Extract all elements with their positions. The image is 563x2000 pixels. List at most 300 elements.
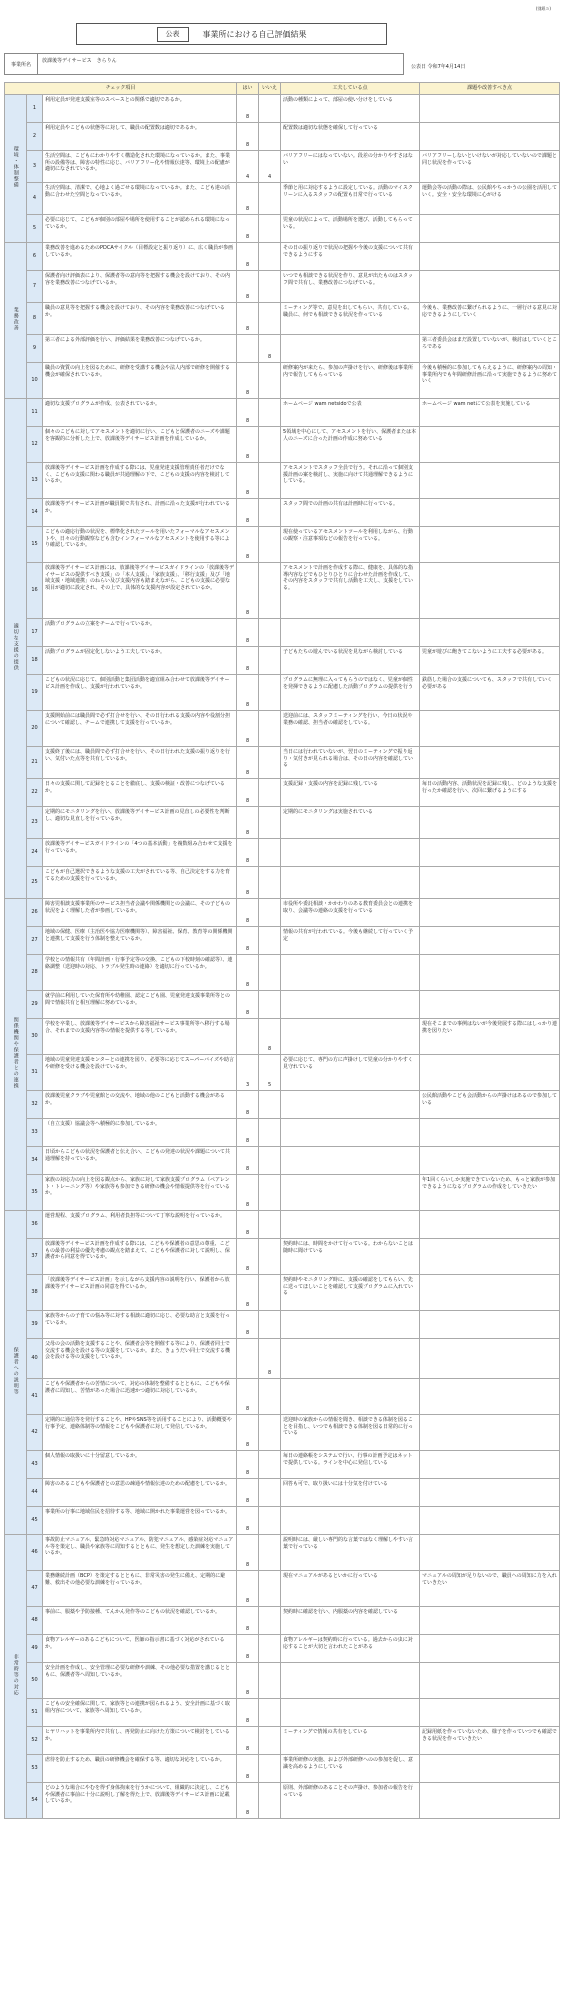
check-item: 適切な支援プログラムが作成、公表されているか。 [43,399,237,427]
effort-note: 毎日の連絡帳をシステムで行い、行事の計画予定はネットで提供している。ラインを中心に発信している [281,1451,420,1479]
issue-note [420,867,560,899]
no-count [259,647,281,675]
facility-label: 事業所名 [4,53,38,75]
check-item: 就学前に利用していた保育所や幼稚園、認定こども園、児童発達支援事業所等との間で情報共有と相互理解に努めているか。 [43,991,237,1019]
yes-count: 8 [237,1783,259,1819]
check-item: 放課後等デイサービス計画には、放課後等デイサービスガイドラインの「放課後等デイサービスの提供すべき支援」の「本人支援」、「家族支援」、「移行支援」及び「地域支援・地域連携」のねらい及び支援内容も踏まえながら、こどもの支援に必要な項目が適切に設定され、その上で、具体的な支援内容が設定されているか。 [43,563,237,619]
no-count [259,899,281,927]
issue-note [420,1119,560,1147]
effort-note [281,1175,420,1211]
facility-row [4,53,559,75]
table-row [5,1607,560,1635]
table-row [5,1755,560,1783]
yes-count: 8 [237,1175,259,1211]
publish-badge: 公表 [157,27,189,42]
table-row [5,463,560,499]
table-row [5,1311,560,1339]
no-count [259,1379,281,1415]
row-number: 18 [27,647,43,675]
yes-count: 8 [237,399,259,427]
row-number: 8 [27,303,43,335]
table-row [5,899,560,927]
table-row [5,747,560,779]
no-count [259,955,281,991]
no-count [259,399,281,427]
effort-note: ミーティングで情報の共有をしている [281,1727,420,1755]
table-row [5,1571,560,1607]
yes-count: 8 [237,1415,259,1451]
check-item: 利用定員やこどもの状態等に対して、職員の配置数は適切であるか。 [43,123,237,151]
row-number: 32 [27,1091,43,1119]
effort-note: 回答も可で、取り扱いには十分気を付けている [281,1479,420,1507]
effort-note [281,1119,420,1147]
category-label: 業務改善 [12,307,19,332]
check-item: 職員の資質の向上を図るために、研修を受講する機会や法人内部で研修を開催する機会が確保されているか。 [43,363,237,399]
row-number: 36 [27,1211,43,1239]
table-row [5,499,560,527]
yes-count: 8 [237,563,259,619]
yes-count: 3 [237,1055,259,1091]
issue-note [420,955,560,991]
check-item: こどもや保護者からの苦情について、対応の体制を整備するとともに、こどもや保護者に周知し、苦情があった場合に迅速かつ適切に対応しているか。 [43,1379,237,1415]
effort-note: 契約時やモニタリング時に、支援の確認をしてもらい、先に送ってほしいことを確認して支援プログラムに入れている [281,1275,420,1311]
effort-note [281,1379,420,1415]
row-number: 9 [27,335,43,363]
check-item: ヒヤリハットを事業所内で共有し、再発防止に向けた方策について検討をしているか。 [43,1727,237,1755]
no-count [259,1211,281,1239]
table-row [5,1663,560,1699]
effort-note: 契約時には、時間をかけて行っている。わからないことは随時に聞けている [281,1239,420,1275]
category-cell [5,399,27,899]
check-item: こどもの安全確保に関して、家族等との連携が図られるよう、安全計画に基づく取組内容について、家族等へ周知しているか。 [43,1699,237,1727]
issue-note [420,271,560,303]
effort-note [281,1339,420,1379]
row-number: 27 [27,927,43,955]
check-item: （自立支援）協議会等へ積極的に参加しているか。 [43,1119,237,1147]
no-count [259,1727,281,1755]
yes-count: 8 [237,1275,259,1311]
category-cell [5,1535,27,1819]
yes-count: 8 [237,1535,259,1571]
issue-note [420,499,560,527]
yes-count: 8 [237,363,259,399]
effort-note: 必要に応じて、専門の方に声掛けして児童の分かりやすく見守れている [281,1055,420,1091]
yes-count: 8 [237,427,259,463]
row-number: 1 [27,95,43,123]
effort-note: 子どもたちの遊んでいる状況を見ながら検討している [281,647,420,675]
yes-count: 8 [237,839,259,867]
table-row [5,1055,560,1091]
no-count [259,1635,281,1663]
no-count: 5 [259,1055,281,1091]
row-number: 39 [27,1311,43,1339]
check-item: 学校を卒業し、放課後等デイサービスから障害福祉サービス事業所等へ移行する場合、それまでの支援内容等の情報を提供する等しているか。 [43,1019,237,1055]
yes-count: 8 [237,1239,259,1275]
check-item: 定期的に通信等を発行することや、HPやSNS等を活用することにより、活動概要や行事予定、連絡体制等の情報をこどもや保護者に対して発信しているか。 [43,1415,237,1451]
row-number: 28 [27,955,43,991]
effort-note: バリアフリーにはなっていない。段差の分かりやすさはない [281,151,420,183]
row-number: 24 [27,839,43,867]
effort-note: スタッフ間での計画の共有は計画時に行っている。 [281,499,420,527]
table-row [5,675,560,711]
issue-note [420,1275,560,1311]
issue-note [420,1451,560,1479]
check-item: 生活空間は、こどもにわかりやすく構造化された環境になっているか。また、事業所の設備等は、障害の特性に応じ、バリアフリー化や情報伝達等、環境上の配慮が適切になされているか。 [43,151,237,183]
issue-note [420,1535,560,1571]
check-item: 活動プログラムが固定化しないよう工夫しているか。 [43,647,237,675]
issue-note [420,95,560,123]
issue-note [420,1607,560,1635]
issue-note [420,1239,560,1275]
yes-count: 8 [237,779,259,807]
yes-count: 8 [237,711,259,747]
no-count [259,183,281,215]
no-count [259,711,281,747]
check-item: 日々の支援に関して記録をとることを徹底し、支援の検証・改善につなげているか。 [43,779,237,807]
no-count [259,1535,281,1571]
check-item: 事前に、服薬や予防接種、てんかん発作等のこどもの状況を確認しているか。 [43,1607,237,1635]
effort-note: 説明時には、厳しい専門的な言葉ではなく理解しやすい言葉で行っている [281,1535,420,1571]
table-row [5,399,560,427]
issue-note [420,563,560,619]
no-count [259,1311,281,1339]
no-count [259,123,281,151]
row-number: 26 [27,899,43,927]
effort-note [281,1091,420,1119]
no-count: 8 [259,1019,281,1055]
check-item: 障害のあるこどもや保護者との意思の疎通や情報伝達のための配慮をしているか。 [43,1479,237,1507]
check-item: 食物アレルギーのあるこどもについて、医師の指示書に基づく対応がされているか。 [43,1635,237,1663]
no-count [259,1239,281,1275]
row-number: 33 [27,1119,43,1147]
effort-note: ミーティング等で、意見を出してもらい、共有している。職員に、何でも相談できる状況を作っている [281,303,420,335]
table-row [5,779,560,807]
effort-note: その日の振り返りで状況の把握や今後の支援について共有できるようにする [281,243,420,271]
row-number: 42 [27,1415,43,1451]
table-row [5,1535,560,1571]
table-row [5,955,560,991]
check-item: 事故防止マニュアル、緊急時対応マニュアル、防犯マニュアル、感染症対応マニュアル等を策定し、職員や家族等に周知するとともに、発生を想定した訓練を実施しているか。 [43,1535,237,1571]
row-number: 14 [27,499,43,527]
no-count [259,271,281,303]
table-row [5,1147,560,1175]
table-row [5,1239,560,1275]
table-row [5,1415,560,1451]
yes-count: 8 [237,899,259,927]
row-number: 3 [27,151,43,183]
effort-note: 配置数は適切な状態を確保して行っている [281,123,420,151]
yes-count: 8 [237,1119,259,1147]
issue-note [420,991,560,1019]
table-row [5,1211,560,1239]
no-count [259,1663,281,1699]
table-row [5,1119,560,1147]
check-item: 支援終了後には、職員間で必ず打合せを行い、その日行われた支援の振り返りを行い、気付いた点等を共有しているか。 [43,747,237,779]
issue-note: マニュアルの周知が足りないので、職員への周知に力を入れていきたい [420,1571,560,1607]
issue-note: 公民館活動やこども会活動からの声掛けはあるので参加している [420,1091,560,1119]
check-item: 支援開始前には職員間で必ず打合せを行い、その日行われる支援の内容や役割分担について確認し、チームで連携して支援を行っているか。 [43,711,237,747]
issue-note: 運動会等の活動の際は、公民館やちっかうの公園を活用していく。安全・安全な環境に心がける [420,183,560,215]
issue-note [420,1663,560,1699]
table-row [5,527,560,563]
row-number: 13 [27,463,43,499]
row-number: 5 [27,215,43,243]
row-number: 25 [27,867,43,899]
no-count [259,675,281,711]
row-number: 21 [27,747,43,779]
issue-note [420,1211,560,1239]
effort-note [281,619,420,647]
issue-note [420,1311,560,1339]
yes-count: 8 [237,747,259,779]
category-label: 関係機関や保護者との連携 [12,1017,19,1090]
effort-note: 定期的にモニタリングは実施されている [281,807,420,839]
yes-count: 8 [237,1147,259,1175]
table-row [5,711,560,747]
issue-note [420,1479,560,1507]
issue-note [420,927,560,955]
issue-note [420,1699,560,1727]
table-row [5,123,560,151]
no-count [259,563,281,619]
row-number: 12 [27,427,43,463]
table-row [5,215,560,243]
no-count [259,1607,281,1635]
issue-note [420,1755,560,1783]
table-row [5,183,560,215]
check-item: 必要に応じて、こどもが個別の部屋や場所を使用することが認められる環境になっているか。 [43,215,237,243]
row-number: 19 [27,675,43,711]
table-row [5,991,560,1019]
yes-count: 8 [237,183,259,215]
category-cell [5,899,27,1211]
table-row [5,271,560,303]
row-number: 50 [27,1663,43,1699]
effort-note [281,991,420,1019]
yes-count: 8 [237,1311,259,1339]
table-row [5,1379,560,1415]
no-count [259,1507,281,1535]
issue-note: 鉄筋した場合の支援についても、スタッフで共有していく必要がある [420,675,560,711]
check-item: 地域の保健、医療（主治医や協力医療機関等）、障害福祉、保育、教育等の関係機関と連携して支援を行う体制を整えているか。 [43,927,237,955]
row-number: 4 [27,183,43,215]
check-item: 地域の児童発達支援センターとの連携を図り、必要等に応じてスーパーバイズや助言や研修を受ける機会を設けているか。 [43,1055,237,1091]
table-row [5,1175,560,1211]
effort-note: 季節と用に対応するように設定している。活動のマイスクリーンに入るスタッフの配置も日常で行っている [281,183,420,215]
yes-count: 8 [237,955,259,991]
effort-note: アセスメントでスタッフ全員で行う。それに沿って個別支援計画の案を検討し、実施に向けて共通理解できるようにしている。 [281,463,420,499]
issue-note: バリアフリーしないといけないが対応していないので課題と同じ状況を作っている [420,151,560,183]
table-row [5,927,560,955]
no-count [259,619,281,647]
check-item: 個人情報の取扱いに十分留意しているか。 [43,1451,237,1479]
issue-note: 今後も積極的に参加してもらえるように、研修案内の周知・事業所内でも年間研修計画に沿って実施できるように努めていく [420,363,560,399]
check-item: 保護者向け評価表により、保護者等の意向等を把握する機会を設けており、その内容を業務改善につなげているか。 [43,271,237,303]
row-number: 41 [27,1379,43,1415]
effort-note [281,335,420,363]
no-count [259,95,281,123]
yes-count: 8 [237,1091,259,1119]
check-item: こどもの状況に応じて、個別活動と集団活動を適宜組み合わせて放課後等デイサービス計画を作成し、支援が行われているか。 [43,675,237,711]
table-header [5,83,560,95]
no-count [259,527,281,563]
table-row [5,1507,560,1535]
yes-count: 8 [237,1699,259,1727]
header-issue: 課題や改善すべき点 [420,83,560,95]
table-row [5,619,560,647]
issue-note [420,1635,560,1663]
table-row [5,867,560,899]
row-number: 17 [27,619,43,647]
check-item: 個々のこどもに対してアセスメントを適切に行い、こどもと保護者のニーズや課題を客観的に分析した上で、放課後等デイサービス計画を作成しているか。 [43,427,237,463]
yes-count: 8 [237,927,259,955]
table-row [5,1091,560,1119]
yes-count [237,335,259,363]
row-number: 43 [27,1451,43,1479]
row-number: 51 [27,1699,43,1727]
effort-note [281,1211,420,1239]
issue-note [420,619,560,647]
issue-note: 毎日の活動内容、活動状況を記録に残し、どのような支援を行ったか確認を行い、次回に繋げるようにする [420,779,560,807]
no-count: 8 [259,1339,281,1379]
issue-note [420,1339,560,1379]
row-number: 45 [27,1507,43,1535]
issue-note [420,1415,560,1451]
check-item: 「放課後等デイサービス計画」を示しながら支援内容の説明を行い、保護者から放課後等デイサービス計画の同意を得ているか。 [43,1275,237,1311]
table-row [5,1727,560,1755]
no-count [259,427,281,463]
effort-note: 食物アレルギーは契約時に行っている。過去からの虫に対応することが大切と言われたことがある [281,1635,420,1663]
yes-count: 8 [237,1479,259,1507]
table-row [5,1479,560,1507]
effort-note [281,1699,420,1727]
effort-note: ホームページ wam netsidoで公表 [281,399,420,427]
effort-note: 活動の種類によって、部屋の使い分けをしている [281,95,420,123]
yes-count: 8 [237,463,259,499]
row-number: 48 [27,1607,43,1635]
effort-note [281,955,420,991]
issue-note [420,427,560,463]
no-count [259,991,281,1019]
table-row [5,1451,560,1479]
row-number: 54 [27,1783,43,1819]
no-count [259,867,281,899]
table-row [5,427,560,463]
effort-note [281,1663,420,1699]
effort-note: 当日には行われていないが、翌日のミーティングで振り返り・気付きが見られる場合は、その日の内容を確認している [281,747,420,779]
check-item: 活動プログラムの立案をチームで行っているか。 [43,619,237,647]
row-number: 44 [27,1479,43,1507]
issue-note [420,123,560,151]
check-item: 放課後等デイサービス計画を作成する際には、児童発達支援管理責任者だけでなく、こどもの支援に関わる職員が共通理解の下で、こどもの支援の内容を検討しているか。 [43,463,237,499]
yes-count: 8 [237,1663,259,1699]
header-item: チェック項目 [5,83,237,95]
no-count [259,243,281,271]
effort-note: 現在マニュアルがあるといかに行っている [281,1571,420,1607]
category-label: 保護者への説明等 [12,1347,19,1396]
check-item: 職員の意見等を把握する機会を設けており、その内容を業務改善につなげているか。 [43,303,237,335]
yes-count: 8 [237,123,259,151]
row-number: 46 [27,1535,43,1571]
no-count [259,1147,281,1175]
no-count [259,1755,281,1783]
row-number: 23 [27,807,43,839]
table-row [5,1783,560,1819]
no-count [259,1479,281,1507]
check-item: 安全計画を作成し、安全管理に必要な研修や訓練、その他必要な措置を講じるとともに、保護者等へ周知しているか。 [43,1663,237,1699]
yes-count: 8 [237,499,259,527]
no-count [259,839,281,867]
issue-note: 第三者委員会はまだ設置していないが、検討はしていくところである [420,335,560,363]
check-item: 放課後等デイサービスガイドラインの「4つの基本活動」を複数組み合わせて支援を行っているか。 [43,839,237,867]
no-count [259,215,281,243]
table-row [5,1275,560,1311]
check-item: 運営規程、支援プログラム、利用者負担等について丁寧な説明を行っているか。 [43,1211,237,1239]
evaluation-table [4,82,560,1819]
table-row [5,151,560,183]
check-item: 放課後児童クラブや児童館との交流や、地域の他のこどもと活動する機会があるか。 [43,1091,237,1119]
check-item: 生活空間は、清潔で、心地よく過ごせる環境になっているか。また、こども達の活動に合わせた空間となっているか。 [43,183,237,215]
yes-count: 8 [237,527,259,563]
effort-note: 児童の状況によって、活動場所を選び、活動してもらっている。 [281,215,420,243]
no-count [259,363,281,399]
yes-count [237,1339,259,1379]
category-label: 環境・体制整備 [12,146,19,189]
yes-count: 8 [237,1727,259,1755]
check-item: 事業所の行事に地域住民を招待する等、地域に開かれた事業運営を図っているか。 [43,1507,237,1535]
no-count [259,1571,281,1607]
no-count [259,1415,281,1451]
category-cell [5,95,27,243]
effort-note: 現在使っているアセスメントツールを利用しながら、行動の観察・注意事項などの報告を行っている。 [281,527,420,563]
category-label: 非常時等の対応 [12,1654,19,1697]
issue-note: 記録用紙を作っていないため、様子を作っていつでも確認できる状況を作っていきたい [420,1727,560,1755]
issue-note: ホームページ wam netにて公表を実施している [420,399,560,427]
no-count [259,499,281,527]
facility-name: 放課後等デイサービス きらりん [38,53,404,75]
no-count [259,1275,281,1311]
no-count [259,779,281,807]
issue-note [420,1379,560,1415]
yes-count: 8 [237,95,259,123]
yes-count: 8 [237,303,259,335]
check-item: 虐待を防止するため、職員の研修機会を確保する等、適切な対応をしているか。 [43,1755,237,1783]
effort-note: アセスメントで計画を作成する際に、健康を、具体的な指導内容などでもひとりひとりに合わせた計画を作成して、その内容をスタッフで共有し活動を工夫し、支援をしている。 [281,563,420,619]
issue-note [420,747,560,779]
category-cell [5,1211,27,1535]
check-item: どのような場合にやむを得ず身体拘束を行うかについて、組織的に決定し、こどもや保護者に事前に十分に説明し了解を得た上で、放課後等デイサービス計画に記載しているか。 [43,1783,237,1819]
yes-count: 8 [237,619,259,647]
yes-count: 8 [237,1211,259,1239]
table-row [5,335,560,363]
row-number: 22 [27,779,43,807]
yes-count: 8 [237,1571,259,1607]
effort-note [281,1147,420,1175]
yes-count: 8 [237,1451,259,1479]
yes-count: 8 [237,1607,259,1635]
effort-note: 情報の共有が行われている。今後も継続して行っていく予定 [281,927,420,955]
table-row [5,647,560,675]
yes-count: 8 [237,1507,259,1535]
effort-note: 支援記録・支援の内容を記録に残している [281,779,420,807]
check-item: こどもが自己選択できるような支援の工夫がされている等、自己決定をする力を育てるための支援を行っているか。 [43,867,237,899]
check-item: 定期的にモニタリングを行い、放課後等デイサービス計画の見直しの必要性を判断し、適切な見直しを行っているか。 [43,807,237,839]
issue-note: 児童が遊びに飽きてこないように工夫する必要がある。 [420,647,560,675]
effort-note: 送迎時の家族からの情報を聞き、相談できる体制を図ることを目指し、いつでも相談できる体制を図る日常的に行っている [281,1415,420,1451]
no-count: 8 [259,335,281,363]
yes-count: 8 [237,867,259,899]
row-number: 47 [27,1571,43,1607]
